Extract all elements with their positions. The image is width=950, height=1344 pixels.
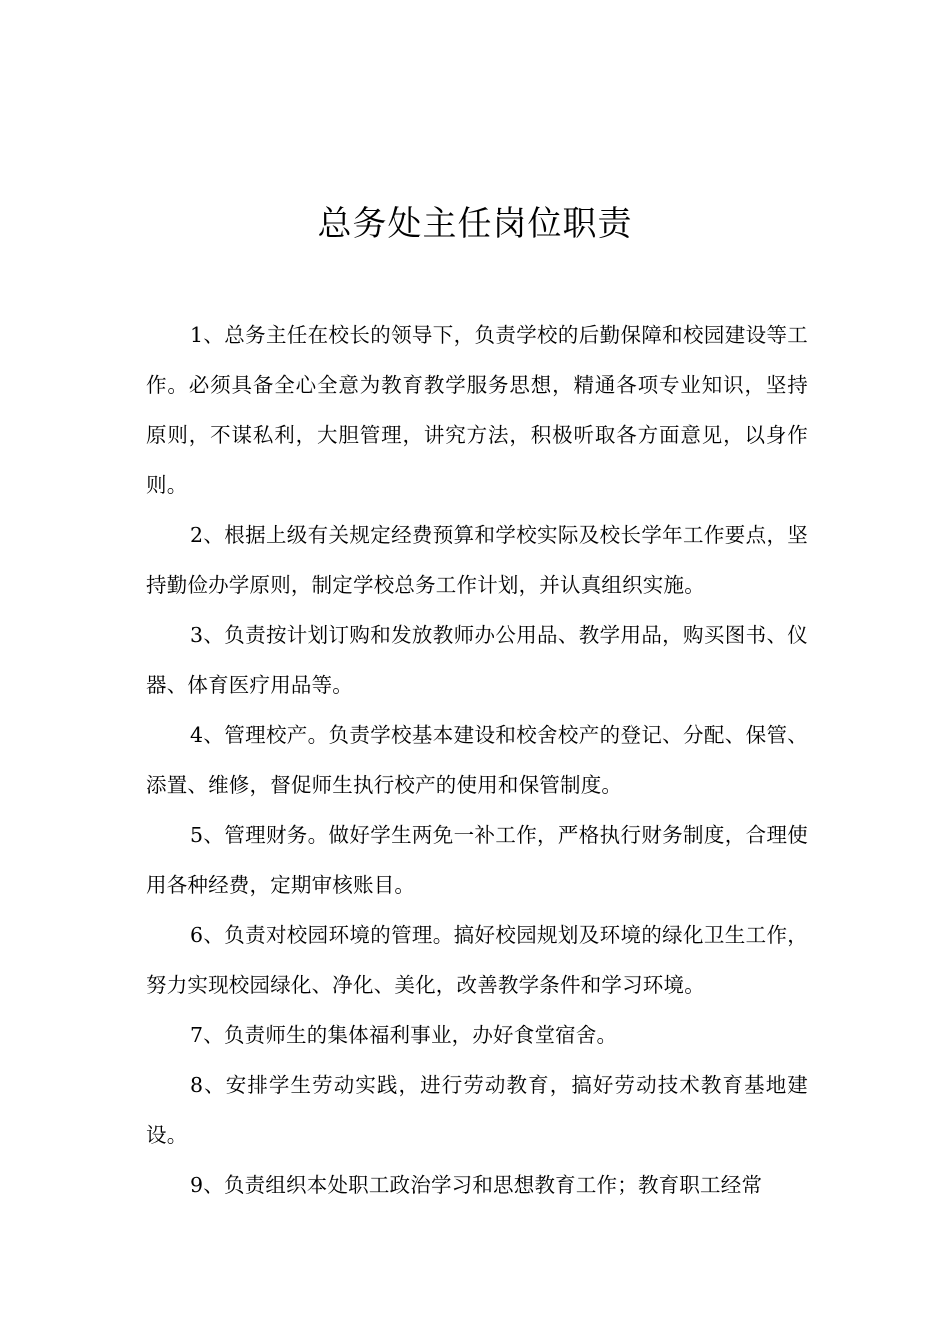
- paragraph-3: 3、负责按计划订购和发放教师办公用品、教学用品，购买图书、仪器、体育医疗用品等。: [146, 623, 808, 697]
- paragraph-8: 8、安排学生劳动实践，进行劳动教育，搞好劳动技术教育基地建设。: [146, 1073, 808, 1147]
- paragraph-1: 1、总务主任在校长的领导下，负责学校的后勤保障和校园建设等工作。必须具备全心全意为教育教学服务思想，精通各项专业知识，坚持原则，不谋私利，大胆管理，讲究方法，积极听取各方面意见，以身作则。: [146, 323, 808, 497]
- paragraph-6: 6、负责对校园环境的管理。搞好校园规划及环境的绿化卫生工作，努力实现校园绿化、净化、美化，改善教学条件和学习环境。: [146, 923, 808, 997]
- paragraph-9: 9、负责组织本处职工政治学习和思想教育工作；教育职工经常: [190, 1173, 763, 1197]
- paragraph-2: 2、根据上级有关规定经费预算和学校实际及校长学年工作要点，坚持勤俭办学原则，制定学校总务工作计划，并认真组织实施。: [146, 523, 808, 597]
- page-title: 总务处主任岗位职责: [317, 204, 633, 244]
- paragraph-7: 7、负责师生的集体福利事业，办好食堂宿舍。: [190, 1023, 618, 1047]
- document-body: [146, 310, 808, 1210]
- paragraph-4: 4、管理校产。负责学校基本建设和校舍校产的登记、分配、保管、添置、维修，督促师生执行校产的使用和保管制度。: [146, 723, 808, 797]
- paragraph-5: 5、管理财务。做好学生两免一补工作，严格执行财务制度，合理使用各种经费，定期审核账目。: [146, 823, 808, 897]
